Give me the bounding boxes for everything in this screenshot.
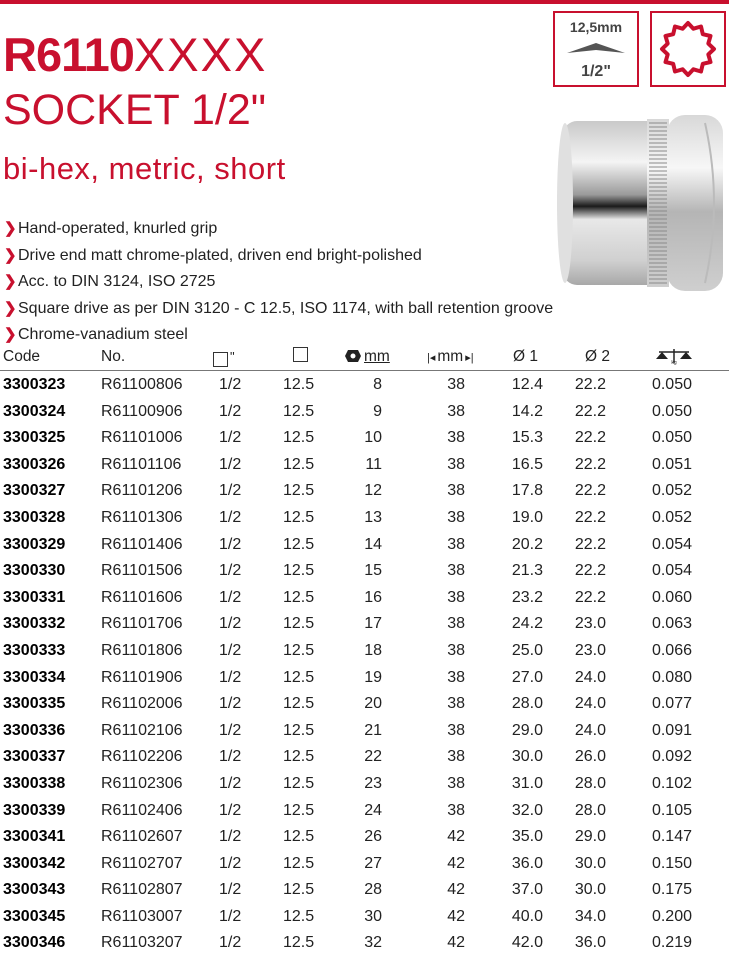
table-row <box>0 558 729 585</box>
drive-size-label: 12,5mm <box>569 19 623 35</box>
table-row <box>0 744 729 771</box>
cell-length: 42 <box>447 934 465 952</box>
cell-diameter-2: 36.0 <box>574 934 606 952</box>
cell-diameter-1: 27.0 <box>511 668 543 686</box>
cell-diameter-2: 22.2 <box>574 588 606 606</box>
cell-drive-mm: 12.5 <box>283 455 315 473</box>
cell-drive-mm: 12.5 <box>283 828 315 846</box>
inch-mark: " <box>230 349 235 364</box>
cell-drive-mm: 12.5 <box>283 508 315 526</box>
cell-diameter-1: 15.3 <box>511 429 543 447</box>
table-row <box>0 532 729 559</box>
cell-hex-size: 16 <box>364 588 382 606</box>
feature-text: Square drive as per DIN 3120 - C 12.5, ISO 1174, with ball retention groove <box>18 299 554 317</box>
cell-hex-size: 14 <box>364 535 382 553</box>
cell-diameter-1: 29.0 <box>511 721 543 739</box>
cell-length: 38 <box>447 482 465 500</box>
cell-code: 3300328 <box>3 508 66 526</box>
cell-diameter-2: 23.0 <box>574 641 606 659</box>
cell-diameter-2: 22.2 <box>574 402 606 420</box>
cell-weight: 0.219 <box>651 934 692 952</box>
cell-drive-inch: 1/2 <box>219 881 242 899</box>
cell-diameter-2: 29.0 <box>574 828 606 846</box>
cell-diameter-1: 16.5 <box>511 455 543 473</box>
cell-drive-mm: 12.5 <box>283 641 315 659</box>
cell-diameter-1: 25.0 <box>511 641 543 659</box>
cell-drive-inch: 1/2 <box>219 588 242 606</box>
product-variant: bi-hex, metric, short <box>3 151 286 186</box>
cell-drive-inch: 1/2 <box>219 801 242 819</box>
cell-drive-inch: 1/2 <box>219 615 242 633</box>
cell-drive-mm: 12.5 <box>283 801 315 819</box>
cell-code: 3300323 <box>3 376 66 393</box>
cell-diameter-1: 12.4 <box>511 376 543 393</box>
cell-number: R61101306 <box>101 508 183 526</box>
cell-number: R61103007 <box>101 907 183 925</box>
cell-code: 3300336 <box>3 721 66 739</box>
cell-diameter-2: 22.2 <box>574 455 606 473</box>
table-row <box>0 851 729 878</box>
cell-drive-mm: 12.5 <box>283 721 315 739</box>
cell-diameter-1: 31.0 <box>511 774 543 792</box>
cell-drive-mm: 12.5 <box>283 562 315 580</box>
cell-drive-inch: 1/2 <box>219 695 242 713</box>
product-code-title <box>3 30 267 80</box>
cell-drive-inch: 1/2 <box>219 668 242 686</box>
square-drive-icon <box>293 347 308 362</box>
cell-diameter-2: 22.2 <box>574 562 606 580</box>
cell-number: R61102006 <box>101 695 183 713</box>
cell-length: 38 <box>447 455 465 473</box>
table-row <box>0 505 729 532</box>
cell-number: R61100906 <box>101 402 183 420</box>
cell-length: 42 <box>447 881 465 899</box>
weight-unit-label: kg <box>671 360 677 365</box>
cell-weight: 0.052 <box>651 508 692 526</box>
table-row <box>0 718 729 745</box>
cell-diameter-1: 42.0 <box>511 934 543 952</box>
square-drive-icon <box>213 352 228 367</box>
table-row <box>0 771 729 798</box>
header-number: No. <box>101 348 126 365</box>
table-row <box>0 585 729 612</box>
cell-diameter-2: 22.2 <box>574 482 606 500</box>
cell-drive-inch: 1/2 <box>219 482 242 500</box>
cell-weight: 0.050 <box>651 402 692 420</box>
cell-hex-size: 27 <box>364 854 382 872</box>
cell-weight: 0.066 <box>651 641 692 659</box>
cell-length: 38 <box>447 535 465 553</box>
feature-text: Hand-operated, knurled grip <box>18 220 218 237</box>
cell-hex-size: 24 <box>364 801 382 819</box>
cell-length: 38 <box>447 615 465 633</box>
cell-weight: 0.054 <box>651 535 692 553</box>
cell-drive-inch: 1/2 <box>219 721 242 739</box>
cell-diameter-1: 37.0 <box>511 881 543 899</box>
header-diameter-1: Ø 1 <box>513 348 538 365</box>
feature-item <box>4 243 553 270</box>
cell-hex-size: 32 <box>364 934 382 952</box>
header-drive-mm <box>293 347 308 367</box>
cell-code: 3300326 <box>3 455 66 473</box>
product-table <box>0 372 729 957</box>
cell-diameter-2: 24.0 <box>574 695 606 713</box>
table-row <box>0 452 729 479</box>
cell-code: 3300338 <box>3 774 66 792</box>
cell-length: 42 <box>447 828 465 846</box>
table-row <box>0 425 729 452</box>
cell-hex-size: 13 <box>364 508 382 526</box>
cell-drive-inch: 1/2 <box>219 562 242 580</box>
cell-diameter-2: 28.0 <box>574 801 606 819</box>
cell-length: 38 <box>447 508 465 526</box>
length-left-arrow-icon: |◂ <box>427 352 436 364</box>
cell-drive-inch: 1/2 <box>219 828 242 846</box>
cell-number: R61102707 <box>101 854 183 872</box>
cell-number: R61102206 <box>101 748 183 766</box>
cell-drive-mm: 12.5 <box>283 482 315 500</box>
cell-diameter-2: 28.0 <box>574 774 606 792</box>
table-row <box>0 638 729 665</box>
cell-number: R61101506 <box>101 562 183 580</box>
cell-diameter-1: 20.2 <box>511 535 543 553</box>
table-row <box>0 611 729 638</box>
cell-weight: 0.150 <box>651 854 692 872</box>
cell-weight: 0.102 <box>651 774 692 792</box>
cell-drive-mm: 12.5 <box>283 907 315 925</box>
cell-diameter-1: 35.0 <box>511 828 543 846</box>
cell-length: 38 <box>447 429 465 447</box>
cell-code: 3300341 <box>3 828 66 846</box>
cell-code: 3300324 <box>3 402 66 420</box>
cell-diameter-2: 26.0 <box>574 748 606 766</box>
cell-code: 3300343 <box>3 881 66 899</box>
cell-diameter-2: 24.0 <box>574 668 606 686</box>
cell-diameter-1: 32.0 <box>511 801 543 819</box>
cell-weight: 0.050 <box>651 429 692 447</box>
cell-length: 38 <box>447 748 465 766</box>
cell-code: 3300331 <box>3 588 66 606</box>
cell-number: R61101106 <box>101 455 182 473</box>
cell-drive-mm: 12.5 <box>283 429 315 447</box>
cell-weight: 0.063 <box>651 615 692 633</box>
cell-diameter-1: 24.2 <box>511 615 543 633</box>
cell-number: R61101906 <box>101 668 183 686</box>
cell-number: R61102807 <box>101 881 183 899</box>
cell-diameter-1: 14.2 <box>511 402 543 420</box>
cell-drive-inch: 1/2 <box>219 455 242 473</box>
chevron-right-icon: ❯ <box>4 246 17 264</box>
cell-code: 3300327 <box>3 482 66 500</box>
hex-nut-icon <box>344 349 362 363</box>
cell-code: 3300345 <box>3 907 66 925</box>
cell-code: 3300346 <box>3 934 66 952</box>
table-row <box>0 665 729 692</box>
cell-number: R61101706 <box>101 615 183 633</box>
cell-number: R61101606 <box>101 588 183 606</box>
cell-length: 38 <box>447 774 465 792</box>
cell-weight: 0.050 <box>651 376 692 393</box>
cell-drive-mm: 12.5 <box>283 668 315 686</box>
cell-hex-size: 10 <box>364 429 382 447</box>
cell-drive-inch: 1/2 <box>219 535 242 553</box>
cell-drive-inch: 1/2 <box>219 641 242 659</box>
bi-hex-12-point-icon <box>658 19 718 79</box>
drive-size-badge <box>553 11 639 87</box>
cell-code: 3300339 <box>3 801 66 819</box>
cell-hex-size: 11 <box>365 455 382 473</box>
cell-weight: 0.054 <box>651 562 692 580</box>
cell-length: 42 <box>447 854 465 872</box>
cell-diameter-1: 17.8 <box>511 482 543 500</box>
cell-number: R61101206 <box>101 482 183 500</box>
cell-hex-size: 23 <box>364 774 382 792</box>
cell-drive-inch: 1/2 <box>219 429 242 447</box>
cell-drive-inch: 1/2 <box>219 402 242 420</box>
cell-length: 38 <box>447 376 465 393</box>
cell-drive-mm: 12.5 <box>283 854 315 872</box>
cell-drive-inch: 1/2 <box>219 934 242 952</box>
cell-diameter-2: 30.0 <box>574 881 606 899</box>
cell-length: 38 <box>447 562 465 580</box>
feature-item <box>4 296 553 323</box>
cell-code: 3300334 <box>3 668 66 686</box>
chevron-right-icon: ❯ <box>4 220 17 237</box>
cell-code: 3300342 <box>3 854 66 872</box>
cell-number: R61101006 <box>101 429 183 447</box>
header-diameter-2: Ø 2 <box>585 348 610 365</box>
cell-diameter-2: 22.2 <box>574 535 606 553</box>
table-row <box>0 877 729 904</box>
product-code-suffix: XXXX <box>133 28 268 81</box>
cell-drive-inch: 1/2 <box>219 748 242 766</box>
feature-text: Chrome-vanadium steel <box>18 326 188 343</box>
cell-weight: 0.060 <box>651 588 692 606</box>
cell-diameter-2: 23.0 <box>574 615 606 633</box>
cell-number: R61102306 <box>101 774 183 792</box>
top-accent-line <box>0 0 729 4</box>
cell-diameter-2: 34.0 <box>574 907 606 925</box>
cell-diameter-1: 40.0 <box>511 907 543 925</box>
cell-number: R61102406 <box>101 801 183 819</box>
cell-drive-mm: 12.5 <box>283 402 315 420</box>
cell-drive-mm: 12.5 <box>283 774 315 792</box>
cell-diameter-1: 21.3 <box>511 562 543 580</box>
cell-diameter-2: 22.2 <box>574 376 606 393</box>
header-length <box>427 347 474 368</box>
table-row <box>0 399 729 426</box>
cell-drive-inch: 1/2 <box>219 508 242 526</box>
cell-hex-size: 15 <box>364 562 382 580</box>
cell-code: 3300335 <box>3 695 66 713</box>
cell-weight: 0.147 <box>651 828 692 846</box>
socket-product-image <box>555 113 727 293</box>
cell-drive-mm: 12.5 <box>283 535 315 553</box>
cell-hex-size: 18 <box>364 641 382 659</box>
feature-item <box>4 269 553 296</box>
cell-drive-inch: 1/2 <box>219 774 242 792</box>
cell-length: 38 <box>447 668 465 686</box>
cell-drive-mm: 12.5 <box>283 376 315 393</box>
cell-length: 38 <box>447 695 465 713</box>
feature-item <box>4 216 553 243</box>
cell-number: R61101406 <box>101 535 183 553</box>
hex-mm-label: mm <box>364 348 390 365</box>
table-row <box>0 478 729 505</box>
cell-diameter-1: 36.0 <box>511 854 543 872</box>
product-code-bold: R6110 <box>3 28 134 81</box>
table-row <box>0 691 729 718</box>
cell-diameter-1: 23.2 <box>511 588 543 606</box>
profile-badge <box>650 11 726 87</box>
cell-hex-size: 19 <box>364 668 382 686</box>
cell-diameter-2: 22.2 <box>574 508 606 526</box>
drive-inch-label: 1/2" <box>581 63 611 80</box>
cell-length: 38 <box>447 721 465 739</box>
cell-number: R61103207 <box>101 934 183 952</box>
cell-diameter-1: 28.0 <box>511 695 543 713</box>
cell-diameter-1: 19.0 <box>511 508 543 526</box>
header-hex-size <box>344 347 390 367</box>
cell-hex-size: 28 <box>364 881 382 899</box>
length-mm-label: mm <box>437 348 464 365</box>
feature-text: Drive end matt chrome-plated, driven end bright-polished <box>18 246 422 264</box>
cell-weight: 0.052 <box>651 482 692 500</box>
header-code: Code <box>3 348 41 365</box>
header-drive-inch <box>213 347 235 372</box>
product-subtitle: SOCKET 1/2" <box>3 86 267 134</box>
table-row <box>0 798 729 825</box>
cell-diameter-2: 24.0 <box>574 721 606 739</box>
cell-drive-inch: 1/2 <box>219 854 242 872</box>
cell-number: R61100806 <box>101 376 183 393</box>
cell-weight: 0.051 <box>651 455 692 473</box>
chevron-right-icon: ❯ <box>4 299 17 317</box>
cell-code: 3300337 <box>3 748 66 766</box>
cell-hex-size: 26 <box>364 828 382 846</box>
length-right-arrow-icon: ▸| <box>465 352 474 364</box>
cell-diameter-1: 30.0 <box>511 748 543 766</box>
cell-code: 3300329 <box>3 535 66 553</box>
table-row <box>0 930 729 957</box>
cell-drive-mm: 12.5 <box>283 881 315 899</box>
cell-length: 38 <box>447 801 465 819</box>
cell-number: R61102106 <box>101 721 183 739</box>
cell-weight: 0.105 <box>651 801 692 819</box>
feature-list <box>4 216 553 349</box>
cell-length: 42 <box>447 907 465 925</box>
header-weight <box>655 347 693 371</box>
cell-drive-inch: 1/2 <box>219 376 242 393</box>
cell-hex-size: 22 <box>364 748 382 766</box>
cell-hex-size: 9 <box>373 402 382 420</box>
cell-weight: 0.091 <box>651 721 692 739</box>
cell-length: 38 <box>447 402 465 420</box>
cell-hex-size: 20 <box>364 695 382 713</box>
cell-hex-size: 8 <box>373 376 382 393</box>
chevron-right-icon: ❯ <box>4 326 17 343</box>
cell-diameter-2: 30.0 <box>574 854 606 872</box>
cell-hex-size: 12 <box>364 482 382 500</box>
cell-code: 3300332 <box>3 615 66 633</box>
cell-weight: 0.092 <box>651 748 692 766</box>
cell-hex-size: 30 <box>364 907 382 925</box>
cell-length: 38 <box>447 641 465 659</box>
cell-drive-mm: 12.5 <box>283 748 315 766</box>
table-row <box>0 372 729 399</box>
cell-weight: 0.175 <box>651 881 692 899</box>
cell-code: 3300330 <box>3 562 66 580</box>
cell-drive-mm: 12.5 <box>283 695 315 713</box>
cell-weight: 0.080 <box>651 668 692 686</box>
cell-weight: 0.200 <box>651 907 692 925</box>
cell-drive-mm: 12.5 <box>283 934 315 952</box>
cell-weight: 0.077 <box>651 695 692 713</box>
feature-text: Acc. to DIN 3124, ISO 2725 <box>18 273 216 290</box>
table-row <box>0 824 729 851</box>
cell-drive-mm: 12.5 <box>283 588 315 606</box>
cell-hex-size: 21 <box>364 721 382 739</box>
cell-diameter-2: 22.2 <box>574 429 606 447</box>
cell-number: R61102607 <box>101 828 183 846</box>
cell-code: 3300325 <box>3 429 66 447</box>
scale-weight-icon <box>655 347 693 365</box>
chevron-right-icon: ❯ <box>4 273 17 290</box>
cell-hex-size: 17 <box>364 615 382 633</box>
cell-length: 38 <box>447 588 465 606</box>
cell-number: R61101806 <box>101 641 183 659</box>
table-row <box>0 904 729 931</box>
cell-drive-inch: 1/2 <box>219 907 242 925</box>
drive-arrow-icon <box>565 39 627 57</box>
cell-code: 3300333 <box>3 641 66 659</box>
table-header <box>0 344 729 371</box>
cell-drive-mm: 12.5 <box>283 615 315 633</box>
